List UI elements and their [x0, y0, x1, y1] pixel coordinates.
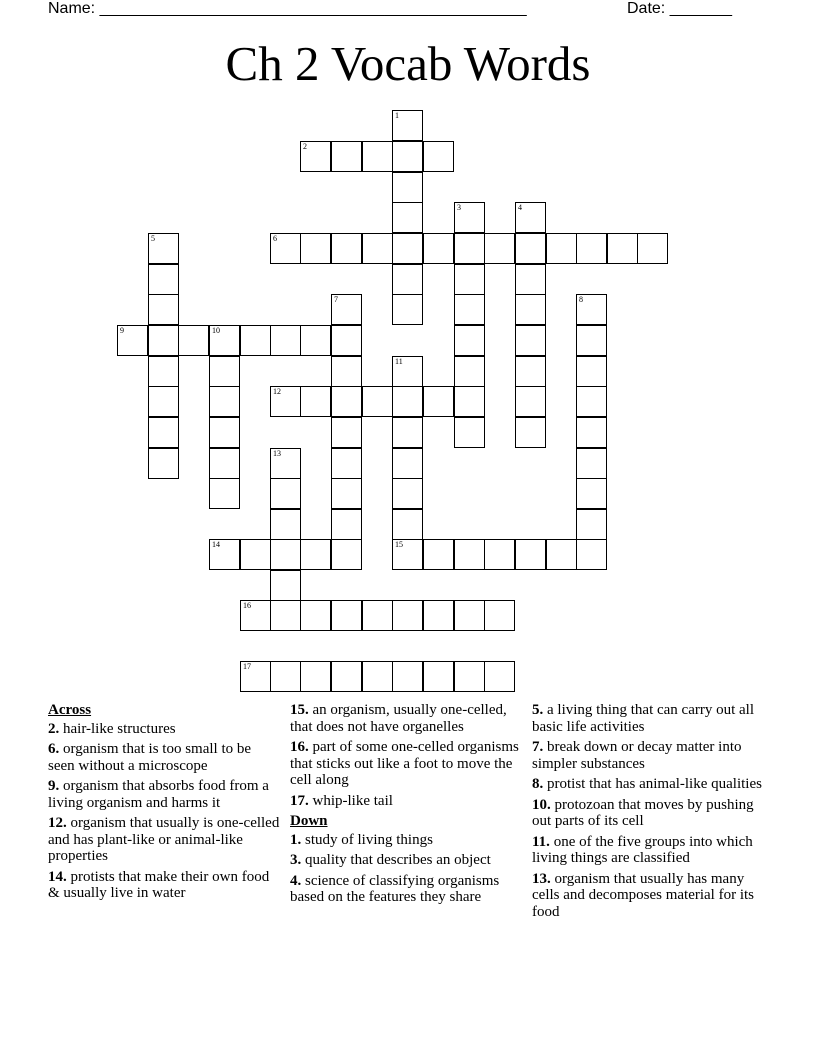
crossword-cell[interactable]: [270, 661, 301, 692]
crossword-cell[interactable]: [392, 509, 423, 540]
crossword-cell[interactable]: [392, 600, 423, 631]
crossword-cell[interactable]: [148, 356, 179, 387]
crossword-cell[interactable]: [484, 233, 515, 264]
clue-across-6: 6. organism that is too small to be seen without a microscope: [48, 741, 252, 774]
crossword-cell[interactable]: [117, 325, 148, 356]
crossword-cell[interactable]: [240, 539, 271, 570]
crossword-cell[interactable]: [209, 417, 240, 448]
crossword-cell[interactable]: [392, 539, 423, 570]
clue-down-3: 3. quality that describes an object: [290, 852, 491, 868]
crossword-cell[interactable]: [331, 448, 362, 479]
crossword-cell[interactable]: [392, 448, 423, 479]
crossword-cell[interactable]: [209, 325, 240, 356]
crossword-cell[interactable]: [148, 325, 179, 356]
clue-down-11: 11. one of the five groups into which living things are classified: [532, 833, 753, 866]
down-heading: Down: [290, 813, 328, 829]
crossword-cell[interactable]: [148, 233, 179, 264]
clue-number: 7: [334, 295, 338, 304]
crossword-cell[interactable]: [362, 661, 393, 692]
clue-across-2: 2. hair-like structures: [48, 720, 176, 737]
name-field[interactable]: Name: ________________________________________________: [48, 0, 527, 17]
crossword-cell[interactable]: [300, 661, 331, 692]
clue-number: 13: [273, 449, 281, 458]
clue-number: 12: [273, 387, 281, 396]
clue-number: 1: [395, 111, 399, 120]
crossword-cell[interactable]: [178, 325, 209, 356]
crossword-cell[interactable]: [546, 539, 577, 570]
crossword-cell[interactable]: [240, 661, 271, 692]
crossword-cell[interactable]: [515, 294, 546, 325]
crossword-cell[interactable]: [300, 233, 331, 264]
crossword-cell[interactable]: [240, 600, 271, 631]
clue-number: 15: [395, 540, 403, 549]
crossword-cell[interactable]: [148, 448, 179, 479]
clue-number: 4: [518, 203, 522, 212]
crossword-cell[interactable]: [423, 600, 454, 631]
clue-down-1: 1. study of living things: [290, 831, 433, 848]
crossword-cell[interactable]: [331, 661, 362, 692]
clue-number: 5: [151, 234, 155, 243]
crossword-cell[interactable]: [576, 294, 607, 325]
clue-number: 6: [273, 234, 277, 243]
crossword-cell[interactable]: [454, 294, 485, 325]
crossword-cell[interactable]: [423, 539, 454, 570]
crossword-cell[interactable]: [576, 539, 607, 570]
crossword-cell[interactable]: [484, 661, 515, 692]
clues-column-3: [532, 702, 764, 924]
clue-across-12: 12. organism that usually is one-celled and has plant-like or animal-like properties: [48, 815, 280, 864]
crossword-cell[interactable]: [576, 233, 607, 264]
crossword-cell[interactable]: [576, 448, 607, 479]
crossword-cell[interactable]: [423, 233, 454, 264]
crossword-cell[interactable]: [454, 202, 485, 233]
crossword-cell[interactable]: [576, 509, 607, 540]
crossword-cell[interactable]: [515, 202, 546, 233]
crossword-cell[interactable]: [454, 264, 485, 295]
clue-across-17: 17. whip-like tail: [290, 792, 393, 809]
crossword-cell[interactable]: [392, 110, 423, 141]
crossword-cell[interactable]: [576, 386, 607, 417]
crossword-cell[interactable]: [392, 386, 423, 417]
crossword-cell[interactable]: [576, 325, 607, 356]
clue-across-15: 15. an organism, usually one-celled, that does not have organelles: [290, 702, 507, 735]
crossword-cell[interactable]: [270, 509, 301, 540]
crossword-cell[interactable]: [148, 417, 179, 448]
crossword-cell[interactable]: [331, 478, 362, 509]
crossword-cell[interactable]: [148, 294, 179, 325]
crossword-cell[interactable]: [209, 386, 240, 417]
crossword-cell[interactable]: [484, 600, 515, 631]
crossword-cell[interactable]: [576, 356, 607, 387]
clue-down-13: 13. organism that usually has many cells and decomposes material for its food: [532, 870, 755, 920]
crossword-cell[interactable]: [209, 356, 240, 387]
crossword-cell[interactable]: [454, 233, 485, 264]
crossword-cell[interactable]: [637, 233, 668, 264]
clue-number: 14: [212, 540, 220, 549]
crossword-cell[interactable]: [392, 233, 423, 264]
crossword-cell[interactable]: [392, 417, 423, 448]
crossword-cell[interactable]: [392, 294, 423, 325]
clue-number: 10: [212, 326, 220, 335]
crossword-cell[interactable]: [270, 448, 301, 479]
crossword-cell[interactable]: [240, 325, 271, 356]
crossword-cell[interactable]: [270, 478, 301, 509]
crossword-cell[interactable]: [392, 202, 423, 233]
crossword-cell[interactable]: [515, 386, 546, 417]
crossword-cell[interactable]: [300, 386, 331, 417]
crossword-cell[interactable]: [331, 141, 362, 172]
crossword-cell[interactable]: [515, 356, 546, 387]
crossword-cell[interactable]: [331, 417, 362, 448]
crossword-cell[interactable]: [484, 539, 515, 570]
crossword-cell[interactable]: [392, 264, 423, 295]
crossword-cell[interactable]: [454, 661, 485, 692]
crossword-cell[interactable]: [300, 325, 331, 356]
crossword-cell[interactable]: [209, 448, 240, 479]
clue-down-5: 5. a living thing that can carry out all basic life activities: [532, 702, 755, 735]
crossword-cell[interactable]: [454, 356, 485, 387]
crossword-cell[interactable]: [331, 325, 362, 356]
clue-number: 16: [243, 601, 251, 610]
clue-across-9: 9. organism that absorbs food from a living organism and harms it: [48, 778, 269, 811]
crossword-cell[interactable]: [270, 386, 301, 417]
crossword-cell[interactable]: [270, 570, 301, 601]
clues-column-1: [48, 702, 280, 906]
crossword-cell[interactable]: [515, 539, 546, 570]
crossword-cell[interactable]: [362, 233, 393, 264]
crossword-cell[interactable]: [392, 141, 423, 172]
clue-number: 11: [395, 357, 403, 366]
crossword-cell[interactable]: [515, 233, 546, 264]
crossword-cell[interactable]: [362, 386, 393, 417]
crossword-cell[interactable]: [331, 539, 362, 570]
clue-across-16: 16. part of some one-celled organisms that sticks out like a foot to move the cell along: [290, 739, 519, 788]
crossword-cell[interactable]: [270, 233, 301, 264]
crossword-cell[interactable]: [300, 600, 331, 631]
crossword-cell[interactable]: [454, 325, 485, 356]
clue-down-8: 8. protist that has animal-like qualities: [532, 776, 762, 792]
date-field[interactable]: Date: _______: [627, 0, 732, 17]
crossword-cell[interactable]: [270, 539, 301, 570]
crossword-cell[interactable]: [515, 264, 546, 295]
crossword-cell[interactable]: [454, 386, 485, 417]
crossword-cell[interactable]: [515, 325, 546, 356]
crossword-cell[interactable]: [576, 417, 607, 448]
crossword-cell[interactable]: [423, 661, 454, 692]
clue-number: 2: [303, 142, 307, 151]
page-title: Ch 2 Vocab Words: [225, 36, 591, 91]
crossword-cell[interactable]: [148, 386, 179, 417]
crossword-cell[interactable]: [454, 539, 485, 570]
crossword-cell[interactable]: [300, 539, 331, 570]
crossword-cell[interactable]: [300, 141, 331, 172]
clue-down-10: 10. protozoan that moves by pushing out parts of its cell: [532, 796, 754, 829]
crossword-cell[interactable]: [576, 478, 607, 509]
crossword-cell[interactable]: [209, 478, 240, 509]
crossword-cell[interactable]: [423, 386, 454, 417]
crossword-cell[interactable]: [546, 233, 577, 264]
crossword-cell[interactable]: [331, 509, 362, 540]
crossword-cell[interactable]: [331, 294, 362, 325]
clue-number: 9: [120, 326, 124, 335]
crossword-cell[interactable]: [331, 386, 362, 417]
crossword-cell[interactable]: [454, 417, 485, 448]
crossword-cell[interactable]: [362, 600, 393, 631]
clues-column-2: [290, 702, 522, 910]
clue-down-7: 7. break down or decay matter into simpler substances: [532, 739, 742, 772]
clue-down-4: 4. science of classifying organisms based on the features they share: [290, 872, 500, 905]
crossword-cell[interactable]: [331, 233, 362, 264]
crossword-cell[interactable]: [362, 141, 393, 172]
crossword-cell[interactable]: [423, 141, 454, 172]
clue-number: 8: [579, 295, 583, 304]
crossword-cell[interactable]: [331, 356, 362, 387]
crossword-cell[interactable]: [515, 417, 546, 448]
crossword-cell[interactable]: [392, 478, 423, 509]
crossword-cell[interactable]: [392, 356, 423, 387]
crossword-cell[interactable]: [331, 600, 362, 631]
crossword-cell[interactable]: [392, 661, 423, 692]
crossword-cell[interactable]: [270, 325, 301, 356]
crossword-cell[interactable]: [148, 264, 179, 295]
crossword-cell[interactable]: [392, 172, 423, 203]
crossword-cell[interactable]: [209, 539, 240, 570]
clue-number: 17: [243, 662, 251, 671]
crossword-cell[interactable]: [607, 233, 638, 264]
clue-number: 3: [457, 203, 461, 212]
across-heading: Across: [48, 702, 92, 718]
crossword-cell[interactable]: [270, 600, 301, 631]
crossword-cell[interactable]: [454, 600, 485, 631]
clue-across-14: 14. protists that make their own food & usually live in water: [48, 868, 270, 901]
